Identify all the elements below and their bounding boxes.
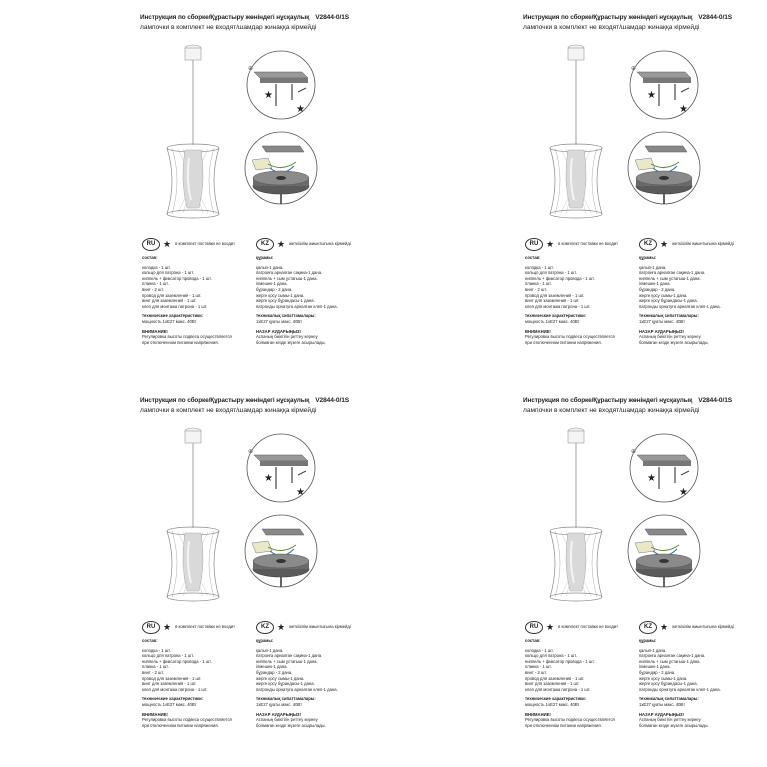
sheet-subtitle: лампочки в комплект не входят/шамдар жинаққа кірмейді	[140, 24, 317, 31]
warning-line: Регулировка высоты подвеса осуществляется	[525, 717, 615, 723]
warning-line: при отключенном питании напряжения.	[142, 722, 219, 728]
screw-glyph: ⊕	[631, 449, 637, 455]
warning-block	[142, 712, 235, 729]
composition-item: патронға арналған сақина-1 дана.	[639, 653, 706, 659]
composition-item: қалып-1 дана.	[256, 264, 284, 270]
pendant-lamp-illustration	[543, 40, 613, 225]
lamp-figure	[543, 423, 613, 608]
screw-glyph: ⊕	[631, 66, 637, 72]
assembly-diagram	[621, 423, 707, 603]
sheet-title	[140, 397, 349, 404]
sheet-subtitle: лампочки в комплект не входят/шамдар жинаққа кірмейді	[523, 407, 700, 414]
warning-line: при отключенном питании напряжения.	[525, 339, 602, 345]
composition-item: ниппель + сым ұстағыш-1 дана.	[256, 658, 318, 664]
warning-line: Аспаның биіктігін реттеу кернеу	[256, 334, 318, 340]
composition-list	[256, 265, 351, 310]
language-header	[525, 620, 618, 634]
ru-language-badge: RU	[525, 621, 543, 634]
composition-label: құрамы:	[639, 255, 657, 260]
title-text: Инструкция по сборке/Құрастыру жөніндегі нұсқаулық	[140, 397, 310, 404]
composition-label: состав:	[525, 255, 541, 260]
not-included-note: жеткізілім жиынтығына кірмейді	[289, 624, 351, 630]
sheet-title	[140, 14, 349, 21]
composition-item: колодка - 1 шт.	[525, 264, 554, 270]
kz-language-badge: KZ	[256, 621, 274, 634]
composition-item: ниппель + сым ұстағыш-1 дана.	[256, 275, 318, 281]
composition-item: клеп для монтажа патрона - 1 шт.	[142, 303, 208, 309]
warning-line: Регулировка высоты подвеса осуществляется	[142, 717, 232, 723]
warning-label: ВНИМАНИЕ!	[142, 711, 168, 717]
composition-item: винт для заземления - 1 шт.	[142, 298, 197, 304]
lamp-figure	[543, 40, 613, 225]
warning-label: ВНИМАНИЕ!	[525, 711, 551, 717]
kz-column	[639, 620, 734, 728]
diagram-figure	[238, 40, 324, 220]
composition-item: колодка - 1 шт.	[525, 647, 554, 653]
specs-label: техникалық сипаттамалары:	[639, 696, 699, 702]
language-header	[525, 237, 618, 251]
star-icon: ★	[163, 621, 172, 632]
not-included-note: в комплект поставки не входит	[558, 624, 619, 630]
specs-block	[525, 313, 618, 324]
sheet-title	[523, 14, 732, 21]
ru-column	[525, 237, 618, 345]
warning-label: НАЗАР АУДАРЫҢЫЗ!	[256, 711, 301, 717]
composition-item: планка - 1 шт.	[525, 281, 552, 287]
composition-item: клеп для монтажа патрона - 1 шт.	[525, 686, 591, 692]
composition-list	[142, 265, 235, 310]
kz-column	[639, 237, 734, 345]
composition-item: қалып-1 дана.	[639, 264, 667, 270]
instruction-sheet	[0, 383, 383, 766]
specs-label: техникалық сипаттамалары:	[256, 313, 316, 319]
composition-item: қалып-1 дана.	[639, 647, 667, 653]
screw-glyph: ⊕	[248, 449, 254, 455]
lamp-figure	[160, 423, 230, 608]
star-icon: ★	[277, 621, 286, 632]
language-header	[142, 237, 235, 251]
specs-block	[256, 696, 351, 707]
composition-list	[639, 265, 734, 310]
composition-item: колодка - 1 шт.	[142, 647, 171, 653]
composition-item: ниппель + фиксатор провода - 1 шт.	[142, 658, 212, 664]
composition-item: кольцо для патрона - 1 шт.	[142, 270, 194, 276]
composition-item: ілмешек-1 дана.	[639, 281, 671, 287]
specs-value: 1хE27 қуаты макс. 40Вт	[256, 318, 302, 324]
not-included-note: в комплект поставки не входит	[558, 241, 619, 247]
warning-label: НАЗАР АУДАРЫҢЫЗ!	[639, 328, 684, 334]
composition-item: винт для заземления - 1 шт.	[525, 298, 580, 304]
composition-item: ілмешек-1 дана.	[256, 281, 288, 287]
composition-item: бұрандар - 2 дана.	[639, 286, 676, 292]
warning-label: ВНИМАНИЕ!	[142, 328, 168, 334]
specs-label: технические характеристики:	[525, 696, 587, 702]
star-icon: ★	[546, 621, 555, 632]
language-header	[142, 620, 235, 634]
specs-value: мощность 1хE27 макс. 40Вт	[142, 318, 197, 324]
title-text: Инструкция по сборке/Құрастыру жөніндегі нұсқаулық	[523, 397, 693, 404]
not-included-note: жеткізілім жиынтығына кірмейді	[672, 241, 734, 247]
composition-item: жерге қосу бұрандасы-1 дана.	[256, 681, 315, 687]
warning-line: при отключенном питании напряжения.	[525, 722, 602, 728]
star-marker: ★	[679, 104, 688, 115]
title-text: Инструкция по сборке/Құрастыру жөніндегі нұсқаулық	[523, 14, 693, 21]
composition-item: кольцо для патрона - 1 шт.	[142, 653, 194, 659]
not-included-note: жеткізілім жиынтығына кірмейді	[289, 241, 351, 247]
composition-item: провод для заземления - 1 шт.	[525, 675, 585, 681]
warning-block	[639, 712, 734, 729]
kz-language-badge: KZ	[256, 238, 274, 251]
star-marker: ★	[647, 90, 656, 101]
specs-label: техникалық сипаттамалары:	[639, 313, 699, 319]
warning-block	[142, 329, 235, 346]
not-included-note: в комплект поставки не входит	[175, 241, 236, 247]
composition-label: состав:	[142, 638, 158, 643]
instruction-sheet	[383, 383, 766, 766]
pendant-lamp-illustration	[160, 40, 230, 225]
composition-item: ниппель + сым ұстағыш-1 дана.	[639, 275, 701, 281]
kz-language-badge: KZ	[639, 238, 657, 251]
diagram-figure	[621, 423, 707, 603]
composition-item: клеп для монтажа патрона - 1 шт.	[525, 303, 591, 309]
sheet-title	[523, 397, 732, 404]
star-marker: ★	[296, 104, 305, 115]
pendant-lamp-illustration	[543, 423, 613, 608]
specs-label: технические характеристики:	[142, 313, 204, 319]
model-number: V2844-0/1S	[698, 397, 733, 404]
language-header	[256, 237, 351, 251]
warning-line: при отключенном питании напряжения.	[142, 339, 219, 345]
composition-item: провод для заземления - 1 шт.	[525, 292, 585, 298]
kz-language-badge: KZ	[639, 621, 657, 634]
composition-item: бұрандар - 2 дана.	[639, 669, 676, 675]
star-icon: ★	[163, 238, 172, 249]
composition-item: қалып-1 дана.	[256, 647, 284, 653]
ru-column	[525, 620, 618, 728]
assembly-diagram	[238, 40, 324, 220]
warning-block	[256, 329, 351, 346]
star-icon: ★	[660, 238, 669, 249]
specs-value: 1хE27 қуаты макс. 40Вт	[639, 701, 685, 707]
composition-item: кольцо для патрона - 1 шт.	[525, 653, 577, 659]
lamp-figure	[160, 40, 230, 225]
composition-list	[639, 648, 734, 693]
ru-column	[142, 620, 235, 728]
composition-label: құрамы:	[256, 255, 274, 260]
warning-label: НАЗАР АУДАРЫҢЫЗ!	[256, 328, 301, 334]
composition-item: ниппель + фиксатор провода - 1 шт.	[525, 658, 595, 664]
specs-block	[639, 696, 734, 707]
specs-label: технические характеристики:	[142, 696, 204, 702]
composition-item: патронды орнатуға арналған клеп-1 дана.	[256, 686, 338, 692]
instruction-sheet	[383, 0, 766, 383]
warning-block	[525, 712, 618, 729]
warning-line: болмаған кезде жүзеге асырылады.	[639, 339, 709, 345]
composition-item: планка - 1 шт.	[142, 281, 169, 287]
assembly-diagram	[621, 40, 707, 220]
specs-label: технические характеристики:	[525, 313, 587, 319]
language-header	[256, 620, 351, 634]
kz-column	[256, 620, 351, 728]
warning-line: Аспаның биіктігін реттеу кернеу	[256, 717, 318, 723]
model-number: V2844-0/1S	[315, 14, 350, 21]
ru-column	[142, 237, 235, 345]
specs-label: техникалық сипаттамалары:	[256, 696, 316, 702]
composition-label: состав:	[525, 638, 541, 643]
title-text: Инструкция по сборке/Құрастыру жөніндегі нұсқаулық	[140, 14, 310, 21]
composition-item: винт - 2 шт.	[142, 669, 164, 675]
pendant-lamp-illustration	[160, 423, 230, 608]
composition-item: винт - 2 шт.	[525, 286, 547, 292]
sheet-subtitle: лампочки в комплект не входят/шамдар жинаққа кірмейді	[140, 407, 317, 414]
specs-value: мощность 1хE27 макс. 40Вт	[525, 701, 580, 707]
composition-item: колодка - 1 шт.	[142, 264, 171, 270]
composition-item: жерге қосу сымы-1 дана.	[256, 292, 305, 298]
composition-item: клеп для монтажа патрона - 1 шт.	[142, 686, 208, 692]
diagram-figure	[238, 423, 324, 603]
composition-item: ниппель + сым ұстағыш-1 дана.	[639, 658, 701, 664]
star-marker: ★	[264, 90, 273, 101]
composition-item: патронды орнатуға арналған клеп-1 дана.	[639, 303, 721, 309]
screw-glyph: ⊕	[248, 66, 254, 72]
sheet-subtitle: лампочки в комплект не входят/шамдар жинаққа кірмейді	[523, 24, 700, 31]
composition-item: жерге қосу бұрандасы-1 дана.	[639, 298, 698, 304]
star-marker: ★	[296, 487, 305, 498]
composition-item: патронды орнатуға арналған клеп-1 дана.	[256, 303, 338, 309]
star-marker: ★	[679, 487, 688, 498]
composition-item: ниппель + фиксатор провода - 1 шт.	[142, 275, 212, 281]
composition-item: ілмешек-1 дана.	[256, 664, 288, 670]
ru-language-badge: RU	[142, 621, 160, 634]
star-icon: ★	[277, 238, 286, 249]
warning-block	[639, 329, 734, 346]
warning-line: болмаған кезде жүзеге асырылады.	[639, 722, 709, 728]
composition-item: жерге қосу сымы-1 дана.	[639, 675, 688, 681]
warning-line: Регулировка высоты подвеса осуществляется	[142, 334, 232, 340]
composition-item: винт - 2 шт.	[525, 669, 547, 675]
warning-block	[256, 712, 351, 729]
ru-language-badge: RU	[525, 238, 543, 251]
composition-label: құрамы:	[256, 638, 274, 643]
composition-item: винт - 2 шт.	[142, 286, 164, 292]
composition-list	[525, 648, 618, 693]
warning-line: Аспаның биіктігін реттеу кернеу	[639, 717, 701, 723]
specs-value: 1хE27 қуаты макс. 40Вт	[256, 701, 302, 707]
composition-item: патронға арналған сақина-1 дана.	[639, 270, 706, 276]
instruction-sheet	[0, 0, 383, 383]
language-header	[639, 237, 734, 251]
composition-item: винт для заземления - 1 шт.	[525, 681, 580, 687]
composition-item: провод для заземления - 1 шт.	[142, 675, 202, 681]
specs-block	[525, 696, 618, 707]
composition-item: жерге қосу сымы-1 дана.	[639, 292, 688, 298]
composition-item: винт для заземления - 1 шт.	[142, 681, 197, 687]
not-included-note: в комплект поставки не входит	[175, 624, 236, 630]
star-icon: ★	[546, 238, 555, 249]
specs-value: 1хE27 қуаты макс. 40Вт	[639, 318, 685, 324]
composition-item: жерге қосу бұрандасы-1 дана.	[639, 681, 698, 687]
diagram-figure	[621, 40, 707, 220]
assembly-diagram	[238, 423, 324, 603]
kz-column	[256, 237, 351, 345]
warning-line: Регулировка высоты подвеса осуществляется	[525, 334, 615, 340]
composition-item: патронға арналған сақина-1 дана.	[256, 270, 323, 276]
composition-item: патронды орнатуға арналған клеп-1 дана.	[639, 686, 721, 692]
warning-line: болмаған кезде жүзеге асырылады.	[256, 722, 326, 728]
specs-block	[256, 313, 351, 324]
warning-line: Аспаның биіктігін реттеу кернеу	[639, 334, 701, 340]
composition-item: кольцо для патрона - 1 шт.	[525, 270, 577, 276]
composition-list	[525, 265, 618, 310]
warning-label: ВНИМАНИЕ!	[525, 328, 551, 334]
model-number: V2844-0/1S	[698, 14, 733, 21]
composition-label: құрамы:	[639, 638, 657, 643]
composition-item: патронға арналған сақина-1 дана.	[256, 653, 323, 659]
specs-block	[142, 696, 235, 707]
composition-item: ниппель + фиксатор провода - 1 шт.	[525, 275, 595, 281]
composition-item: планка - 1 шт.	[142, 664, 169, 670]
star-marker: ★	[264, 473, 273, 484]
warning-label: НАЗАР АУДАРЫҢЫЗ!	[639, 711, 684, 717]
composition-item: жерге қосу сымы-1 дана.	[256, 675, 305, 681]
specs-value: мощность 1хE27 макс. 40Вт	[142, 701, 197, 707]
warning-line: болмаған кезде жүзеге асырылады.	[256, 339, 326, 345]
ru-language-badge: RU	[142, 238, 160, 251]
composition-item: бұрандар - 2 дана.	[256, 286, 293, 292]
composition-list	[256, 648, 351, 693]
composition-item: провод для заземления - 1 шт.	[142, 292, 202, 298]
composition-item: планка - 1 шт.	[525, 664, 552, 670]
specs-block	[142, 313, 235, 324]
composition-label: состав:	[142, 255, 158, 260]
model-number: V2844-0/1S	[315, 397, 350, 404]
language-header	[639, 620, 734, 634]
specs-block	[639, 313, 734, 324]
warning-block	[525, 329, 618, 346]
composition-list	[142, 648, 235, 693]
star-marker: ★	[647, 473, 656, 484]
composition-item: жерге қосу бұрандасы-1 дана.	[256, 298, 315, 304]
specs-value: мощность 1хE27 макс. 40Вт	[525, 318, 580, 324]
star-icon: ★	[660, 621, 669, 632]
not-included-note: жеткізілім жиынтығына кірмейді	[672, 624, 734, 630]
composition-item: ілмешек-1 дана.	[639, 664, 671, 670]
composition-item: бұрандар - 2 дана.	[256, 669, 293, 675]
